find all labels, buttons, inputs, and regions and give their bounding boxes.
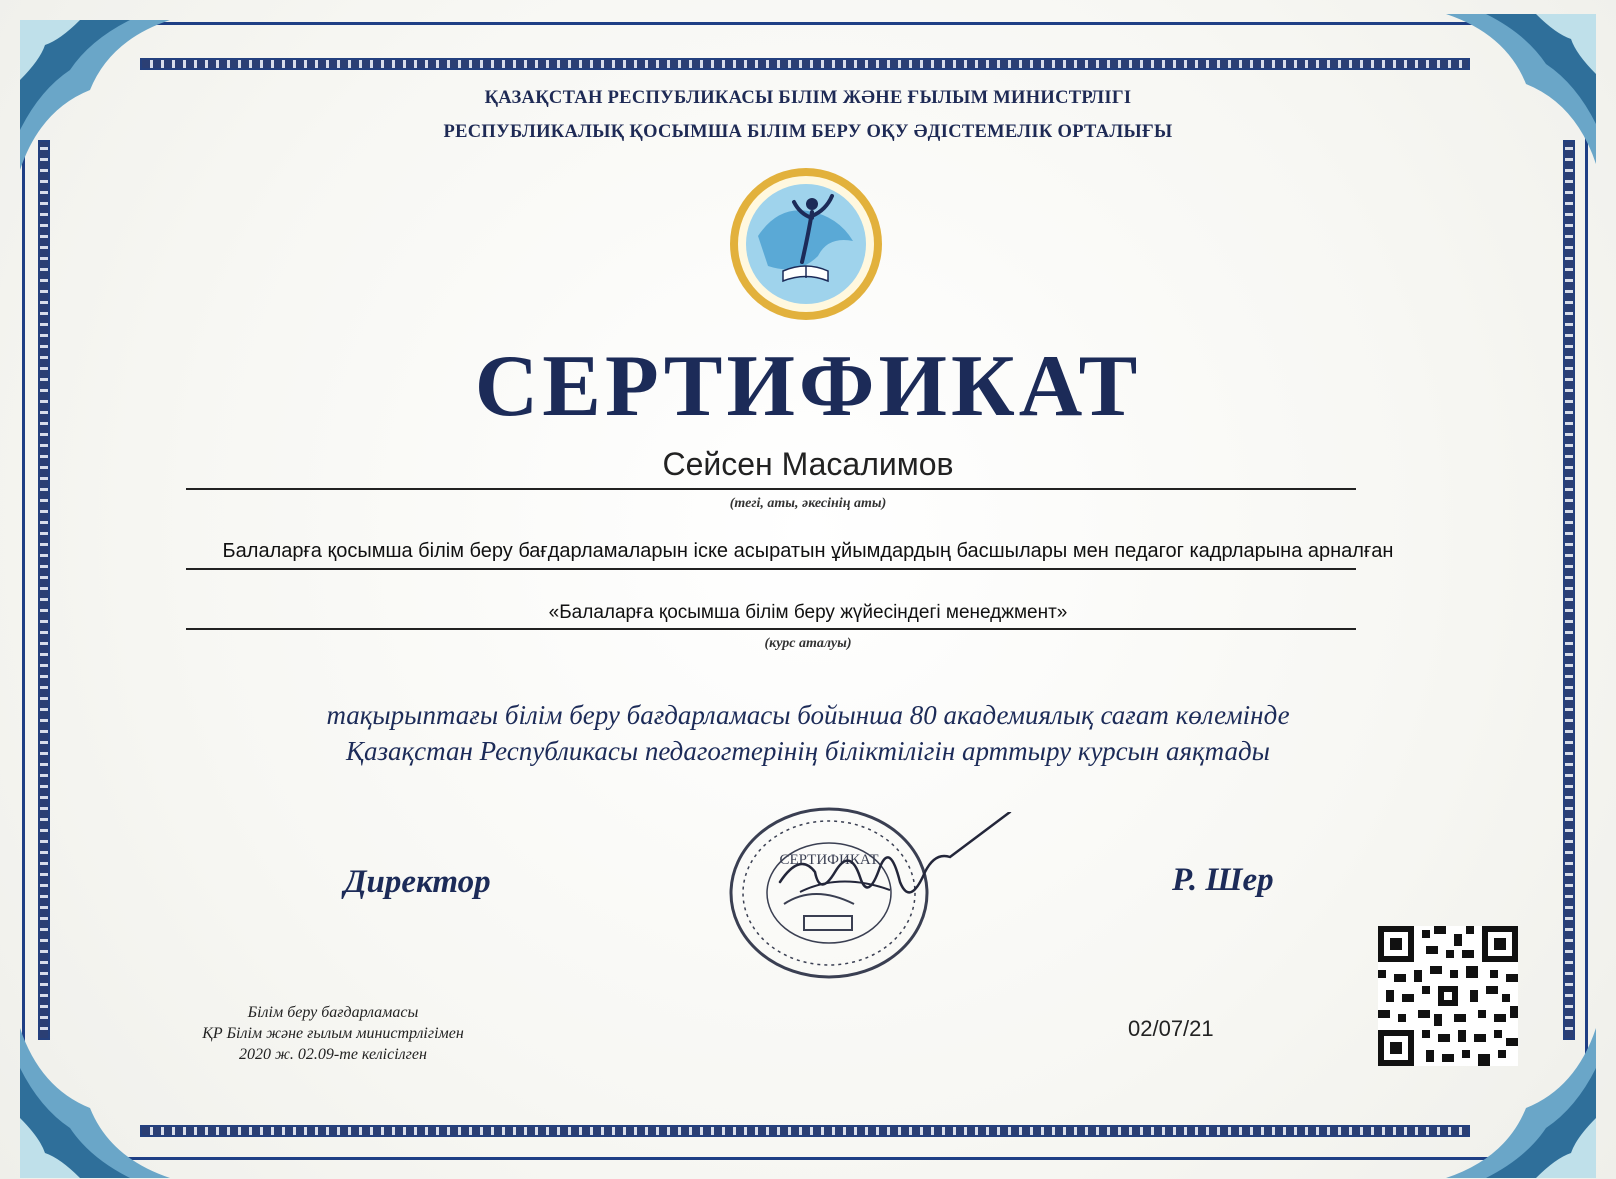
completion-text-line2: Қазақстан Республикасы педагогтерінің біліктілігін арттыру курсын аяқтады xyxy=(346,736,1270,766)
course-name: «Балаларға қосымша білім беру жүйесіндегі менеджмент» xyxy=(548,602,1068,623)
center-emblem-logo xyxy=(728,166,884,322)
issue-date: 02/07/21 xyxy=(1128,1016,1214,1041)
audience-underline xyxy=(186,568,1356,570)
recipient-underline xyxy=(186,488,1356,490)
ornament-border-bottom xyxy=(140,1125,1470,1137)
qr-code xyxy=(1378,926,1518,1066)
ornament-border-top xyxy=(140,58,1470,70)
approval-line1: Білім беру бағдарламасы xyxy=(247,1004,419,1021)
approval-line2: ҚР Білім және ғылым министрлігімен xyxy=(202,1025,464,1042)
stamp-text: СЕРТИФИКАТ xyxy=(779,852,879,868)
recipient-name: Сейсен Масалимов xyxy=(662,446,954,482)
director-signature xyxy=(760,812,1020,922)
signatory-role: Директор xyxy=(344,864,491,900)
center-name: РЕСПУБЛИКАЛЫҚ ҚОСЫМША БІЛІМ БЕРУ ОҚУ ӘДІСТЕМЕЛІК ОРТАЛЫҒЫ xyxy=(443,122,1173,142)
ornament-border-right xyxy=(1563,140,1575,1040)
ministry-name: ҚАЗАҚСТАН РЕСПУБЛИКАСЫ БІЛІМ ЖӘНЕ ҒЫЛЫМ МИНИСТРЛІГІ xyxy=(484,88,1132,108)
recipient-hint: (тегі, аты, әкесінің аты) xyxy=(729,496,887,511)
program-approval-note xyxy=(168,1002,498,1065)
signatory-name: Р. Шер xyxy=(1172,862,1274,898)
corner-ornament-bottom-left xyxy=(20,1028,170,1178)
course-hint: (курс аталуы) xyxy=(764,636,852,651)
ornament-border-left xyxy=(38,140,50,1040)
approval-line3: 2020 ж. 02.09-те келісілген xyxy=(239,1046,427,1063)
completion-text-line1: тақырыптағы білім беру бағдарламасы бойынша 80 академиялық сағат көлемінде xyxy=(326,700,1290,730)
certificate-title: СЕРТИФИКАТ xyxy=(474,338,1142,435)
course-audience: Балаларға қосымша білім беру бағдарламаларын іске асыратын ұйымдардың басшылары мен педагог кадрларына арналған xyxy=(222,540,1394,562)
course-underline xyxy=(186,628,1356,630)
